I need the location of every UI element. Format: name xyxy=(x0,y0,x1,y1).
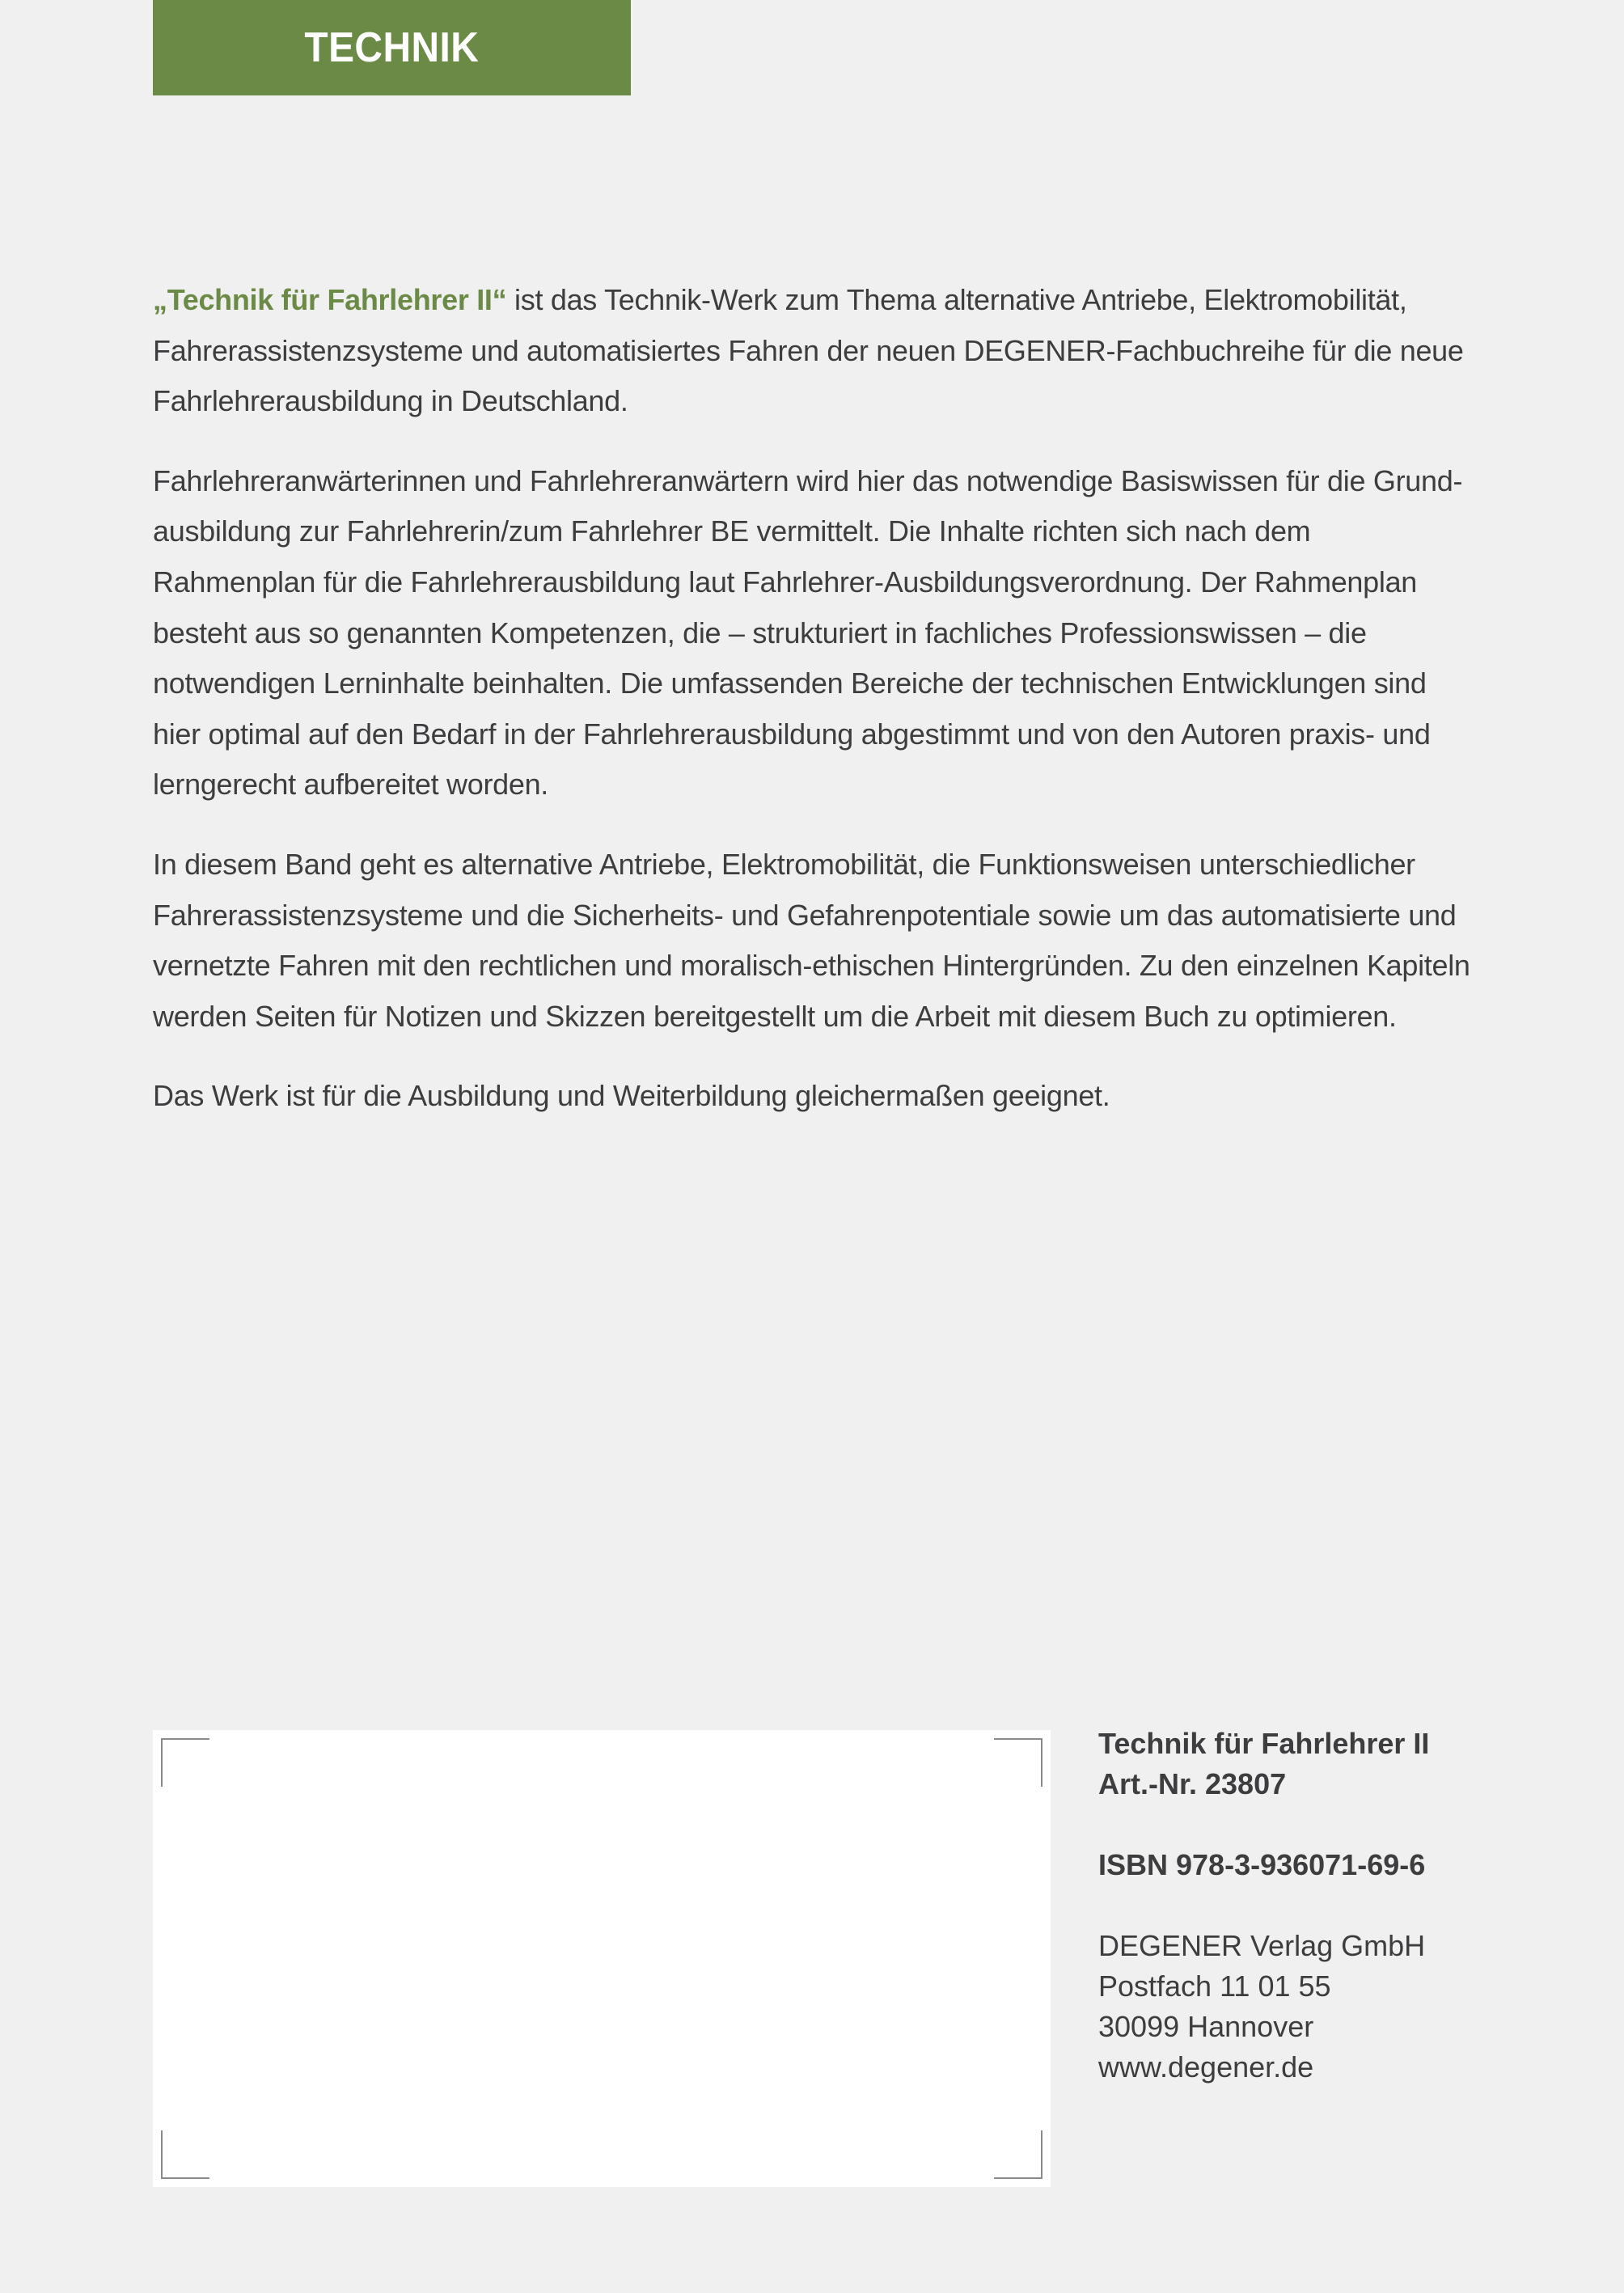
article-number: Art.-Nr. 23807 xyxy=(1098,1767,1287,1800)
paragraph-intro-rest: ist das Technik-Werk zum Thema alternative Antriebe, Elektromobilität, Fahrerassistenzsysteme und automatisiertes Fahren der neuen DEGENER-Fachbuchreihe für die neue Fahrlehrerausbildung in Deutschland. xyxy=(153,283,1464,418)
crop-mark-bottom-right xyxy=(994,2130,1042,2179)
publication-info xyxy=(1098,1724,1600,2088)
crop-mark-top-left xyxy=(161,1738,209,1787)
publisher-name: DEGENER Verlag GmbH xyxy=(1098,1929,1426,1962)
book-title-highlight: „Technik für Fahrlehrer II“ xyxy=(153,283,507,316)
paragraph-intro xyxy=(153,275,1479,427)
paragraph-suitability: Das Werk ist für die Ausbildung und Weiterbildung gleichermaßen geeignet. xyxy=(153,1079,1110,1113)
category-tab xyxy=(153,0,631,95)
publisher-po-box: Postfach 11 01 55 xyxy=(1098,1969,1331,2003)
category-label: TECHNIK xyxy=(304,24,480,71)
isbn: ISBN 978-3-936071-69-6 xyxy=(1098,1848,1426,1881)
paragraph-target-audience: Fahrlehreranwärterinnen und Fahrlehreranwärtern wird hier das notwendige Basiswissen für die Grundausbildung zur Fahrlehrerin/zum Fahrlehrer BE vermittelt. Die Inhalte richten sich nach dem Rahmenplan für die Fahrlehrerausbildung laut Fahrlehrer-Ausbildungsverordnung. Der Rahmenplan besteht aus so genannten Kompetenzen, die – strukturiert in fachliches Professionswissen – die notwendigen Lerninhalte beinhalten. Die umfassenden Bereiche der technischen Entwicklungen sind hier optimal auf den Bedarf in der Fahrlehrerausbildung abgestimmt und von den Autoren praxis- und lerngerecht aufbereitet worden. xyxy=(153,463,1463,802)
description-text xyxy=(153,275,1479,1151)
crop-mark-top-right xyxy=(994,1738,1042,1787)
paragraph-contents: In diesem Band geht es alternative Antriebe, Elektromobilität, die Funktionsweisen unterschiedlicher Fahrerassistenzsysteme und die Sicherheits- und Gefahrenpotentiale sowie um das automatisierte und vernetzte Fahren mit den rechtlichen und moralisch-ethischen Hintergründen. Zu den einzelnen Kapiteln werden Seiten für Notizen und Skizzen bereitgestellt um die Arbeit mit diesem Buch zu optimieren. xyxy=(153,847,1470,1033)
publisher-website[interactable]: www.degener.de xyxy=(1098,2050,1314,2084)
crop-mark-bottom-left xyxy=(161,2130,209,2179)
publisher-city: 30099 Hannover xyxy=(1098,2010,1314,2043)
barcode-area xyxy=(153,1730,1051,2187)
publication-title: Technik für Fahrlehrer II xyxy=(1098,1727,1430,1760)
